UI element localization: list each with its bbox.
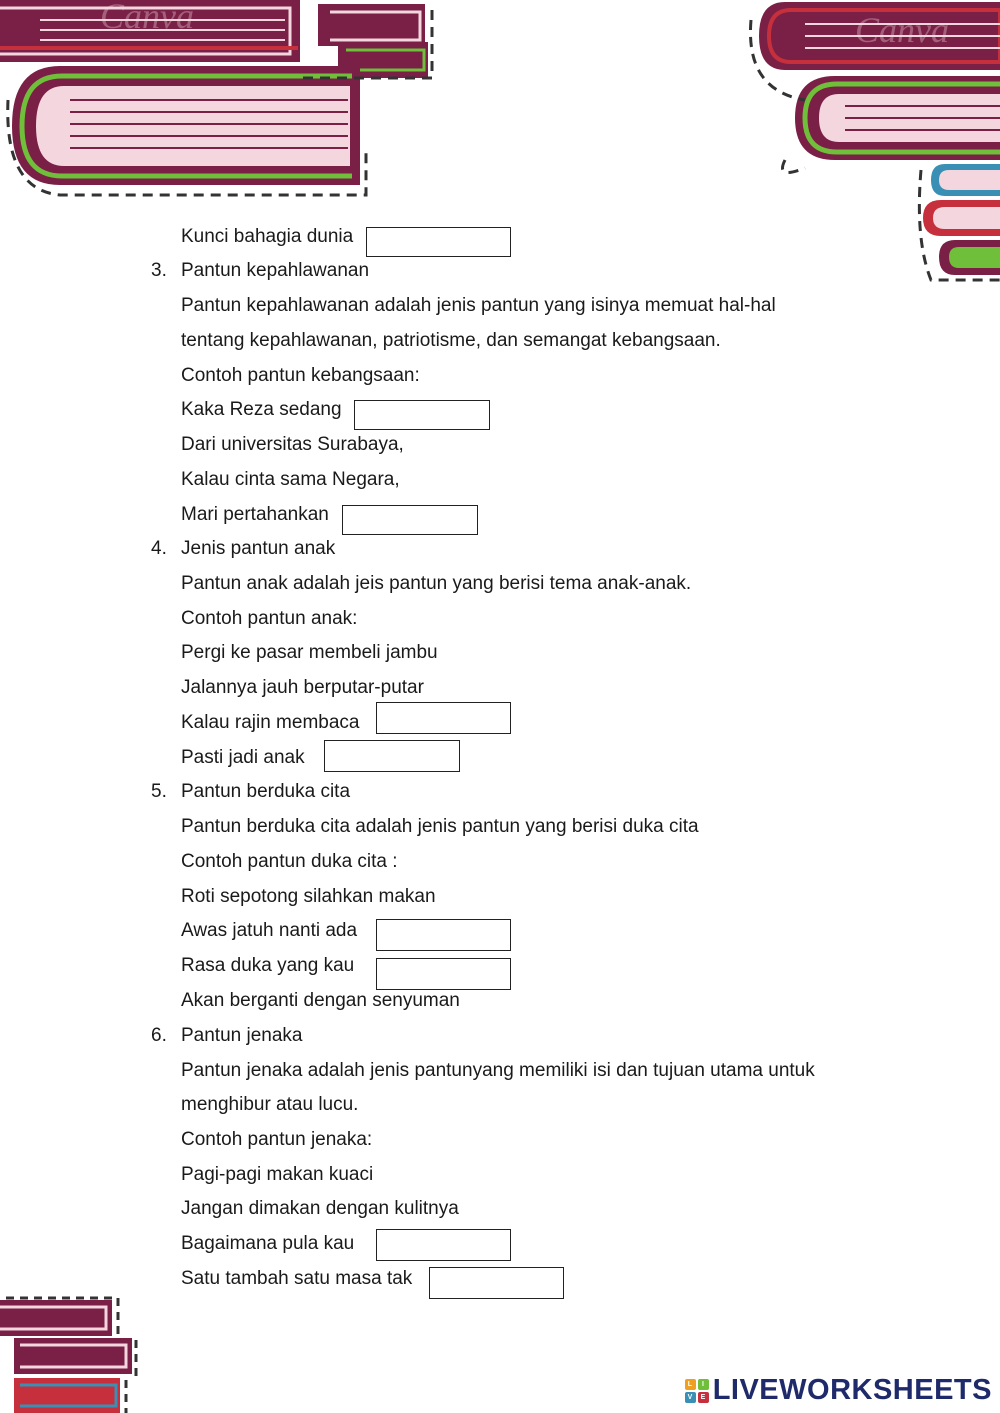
pantun-line: Jangan dimakan dengan kulitnya bbox=[181, 1198, 459, 1219]
answer-blank-5[interactable] bbox=[324, 740, 460, 772]
pantun-line: Kalau cinta sama Negara, bbox=[181, 469, 400, 490]
item-number: 4. bbox=[151, 538, 167, 559]
example-heading: Contoh pantun anak: bbox=[181, 608, 358, 629]
pantun-line: Kunci bahagia dunia bbox=[181, 226, 354, 247]
answer-blank-6[interactable] bbox=[376, 919, 511, 951]
section-title: Pantun berduka cita bbox=[181, 781, 351, 802]
pantun-line: Mari pertahankan bbox=[181, 504, 329, 525]
definition-text: Pantun anak adalah jeis pantun yang berisi tema anak-anak. bbox=[181, 573, 692, 594]
liveworksheets-logo bbox=[685, 1374, 992, 1407]
answer-blank-3[interactable] bbox=[342, 505, 478, 535]
pantun-line: Akan berganti dengan senyuman bbox=[181, 990, 460, 1011]
example-heading: Contoh pantun jenaka: bbox=[181, 1129, 373, 1150]
definition-text: Pantun kepahlawanan adalah jenis pantun yang isinya memuat hal-hal bbox=[181, 295, 776, 316]
pantun-line: Roti sepotong silahkan makan bbox=[181, 886, 436, 907]
pantun-line: Kaka Reza sedang bbox=[181, 399, 342, 420]
example-heading: Contoh pantun kebangsaan: bbox=[181, 365, 420, 386]
books-decoration-top-left bbox=[0, 0, 440, 205]
pantun-line: Dari universitas Surabaya, bbox=[181, 434, 404, 455]
answer-blank-7[interactable] bbox=[376, 958, 511, 990]
definition-text: Pantun jenaka adalah jenis pantunyang memiliki isi dan tujuan utama untuk bbox=[181, 1060, 815, 1081]
pantun-line: Satu tambah satu masa tak bbox=[181, 1268, 413, 1289]
pantun-line: Pergi ke pasar membeli jambu bbox=[181, 642, 438, 663]
item-number: 5. bbox=[151, 781, 167, 802]
item-number: 6. bbox=[151, 1025, 167, 1046]
pantun-line: Bagaimana pula kau bbox=[181, 1233, 355, 1254]
definition-text: menghibur atau lucu. bbox=[181, 1094, 359, 1115]
item-number: 3. bbox=[151, 260, 167, 281]
books-decoration-top-right bbox=[745, 0, 1000, 285]
answer-blank-1[interactable] bbox=[366, 227, 511, 257]
answer-blank-4[interactable] bbox=[376, 702, 511, 734]
definition-text: Pantun berduka cita adalah jenis pantun yang berisi duka cita bbox=[181, 816, 699, 837]
pantun-line: Pasti jadi anak bbox=[181, 747, 305, 768]
svg-text:Canva: Canva bbox=[855, 10, 949, 50]
pantun-line: Awas jatuh nanti ada bbox=[181, 920, 358, 941]
liveworksheets-wordmark: LIVEWORKSHEETS bbox=[712, 1374, 992, 1406]
canva-watermark: Canva bbox=[100, 0, 194, 36]
answer-blank-8[interactable] bbox=[376, 1229, 511, 1261]
section-title: Jenis pantun anak bbox=[181, 538, 336, 559]
pantun-line: Pagi-pagi makan kuaci bbox=[181, 1164, 374, 1185]
section-title: Pantun jenaka bbox=[181, 1025, 303, 1046]
books-decoration-bottom-left bbox=[0, 1296, 150, 1413]
section-title: Pantun kepahlawanan bbox=[181, 260, 370, 281]
pantun-line: Rasa duka yang kau bbox=[181, 955, 355, 976]
answer-blank-9[interactable] bbox=[429, 1267, 564, 1299]
answer-blank-2[interactable] bbox=[354, 400, 490, 430]
example-heading: Contoh pantun duka cita : bbox=[181, 851, 398, 872]
pantun-line: Jalannya jauh berputar-putar bbox=[181, 677, 424, 698]
pantun-line: Kalau rajin membaca bbox=[181, 712, 360, 733]
definition-text: tentang kepahlawanan, patriotisme, dan semangat kebangsaan. bbox=[181, 330, 721, 351]
liveworksheets-mark-icon: L I V E bbox=[685, 1379, 709, 1403]
